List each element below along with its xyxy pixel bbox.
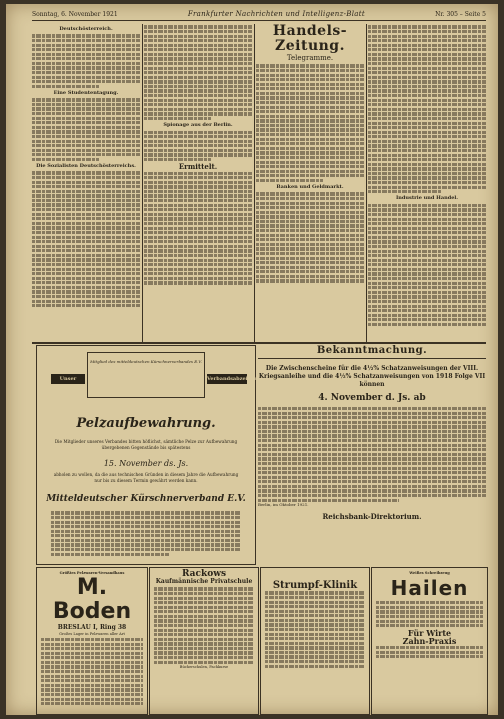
article-heading: Banken und Geldmarkt. [276, 184, 344, 191]
notice-place-date: Berlin, im Oktober 1921. [258, 502, 309, 508]
page-header [32, 8, 486, 21]
ad-title: Pelzaufbewahrung. [76, 416, 216, 431]
column-4 [368, 24, 486, 342]
ad-note: abholen zu wollen, da die aus technischen Gründen in diesem Jahre die Aufbewahrung nur bis zu diesem Termin gewährt werden kann. [53, 472, 239, 483]
column-3 [256, 24, 364, 342]
ad-member-list [51, 510, 241, 557]
column-1 [32, 24, 140, 342]
column-divider [366, 24, 367, 342]
fur-storage-advertisement [36, 345, 262, 565]
notice-signature: Reichsbank-Direktorium. [322, 511, 422, 521]
notice-headline: Die Zwischenscheine für die 4½% Schatzanweisungen der VIII. Kriegsanleihe und die 4½% Schatzanweisungen von 1918 Folge VII können [258, 365, 486, 388]
association-emblem: Mitglied des mitteldeutschen Kürschnerverbandes E.V. [87, 352, 205, 398]
ad-note: Bücherschulen, Fachkurse [179, 665, 229, 670]
notice-body [258, 407, 486, 502]
column-2 [144, 24, 252, 342]
official-notice [258, 345, 486, 541]
notice-title: Bekanntmachung. [258, 345, 486, 359]
section-title: Handels-Zeitung. [272, 24, 348, 54]
ad-company-name: Strumpf-Klinik [272, 580, 358, 591]
hailen-advertisement [371, 567, 488, 715]
section-subtitle: Telegramme. [286, 54, 334, 62]
article-heading: Industrie und Handel. [395, 195, 459, 202]
column-divider [254, 24, 255, 342]
article-heading: Ermittelt. [178, 162, 218, 172]
notice-date: 4. November d. Js. ab [318, 393, 426, 403]
ad-tagline: Größtes Pelzwaren-Versandhaus [59, 571, 125, 575]
column-divider [142, 24, 143, 342]
ad-company-name: M. Boden [52, 574, 132, 624]
article-heading: Deutschösterreich. [59, 26, 113, 32]
boden-advertisement [36, 567, 148, 715]
newspaper-page [6, 4, 498, 715]
ad-line: Kaufmännische Privatschule [155, 578, 253, 585]
ad-deadline: 15. November ds. Js. [103, 459, 189, 468]
header-page-number: Nr. 305 – Seite 5 [435, 10, 486, 18]
ad-company-name: Hailen [390, 575, 469, 600]
article-heading: Spionage aus der Berlin. [163, 122, 233, 129]
strumpf-klinik-advertisement [260, 567, 370, 715]
ad-company-name: Rackows [181, 569, 227, 579]
ad-address: BRESLAU I, Ring 38 [57, 623, 127, 631]
ad-tab-right: Verbandsabzeichen [207, 376, 262, 382]
rackows-advertisement [149, 567, 259, 715]
ad-tab-left: Unser [51, 374, 85, 384]
ad-body: Großes Lager in Pelzwaren aller Art [59, 631, 125, 636]
ad-line: Für Wirte [407, 627, 452, 638]
ad-body: Die Mitglieder unseres Verbandes bitten höflichst, sämtliche Pelze zur Aufbewahrung übergebenen Gegenstände bis spätestens [54, 439, 238, 450]
header-date: Sonntag, 6. November 1921 [32, 10, 118, 18]
header-masthead: Frankfurter Nachrichten und Intelligenz-Blatt [187, 10, 365, 18]
ad-line: Zahn-Praxis [402, 635, 457, 646]
article-heading: Die Sozialisten Deutschösterreichs. [36, 163, 136, 170]
ad-tagline: Weißes Schreibzeug [409, 571, 450, 575]
ad-organization: Mitteldeutscher Kürschnerverband E.V. [46, 494, 246, 504]
section-divider [32, 342, 486, 344]
article-heading: Eine Studententagung. [53, 89, 119, 96]
